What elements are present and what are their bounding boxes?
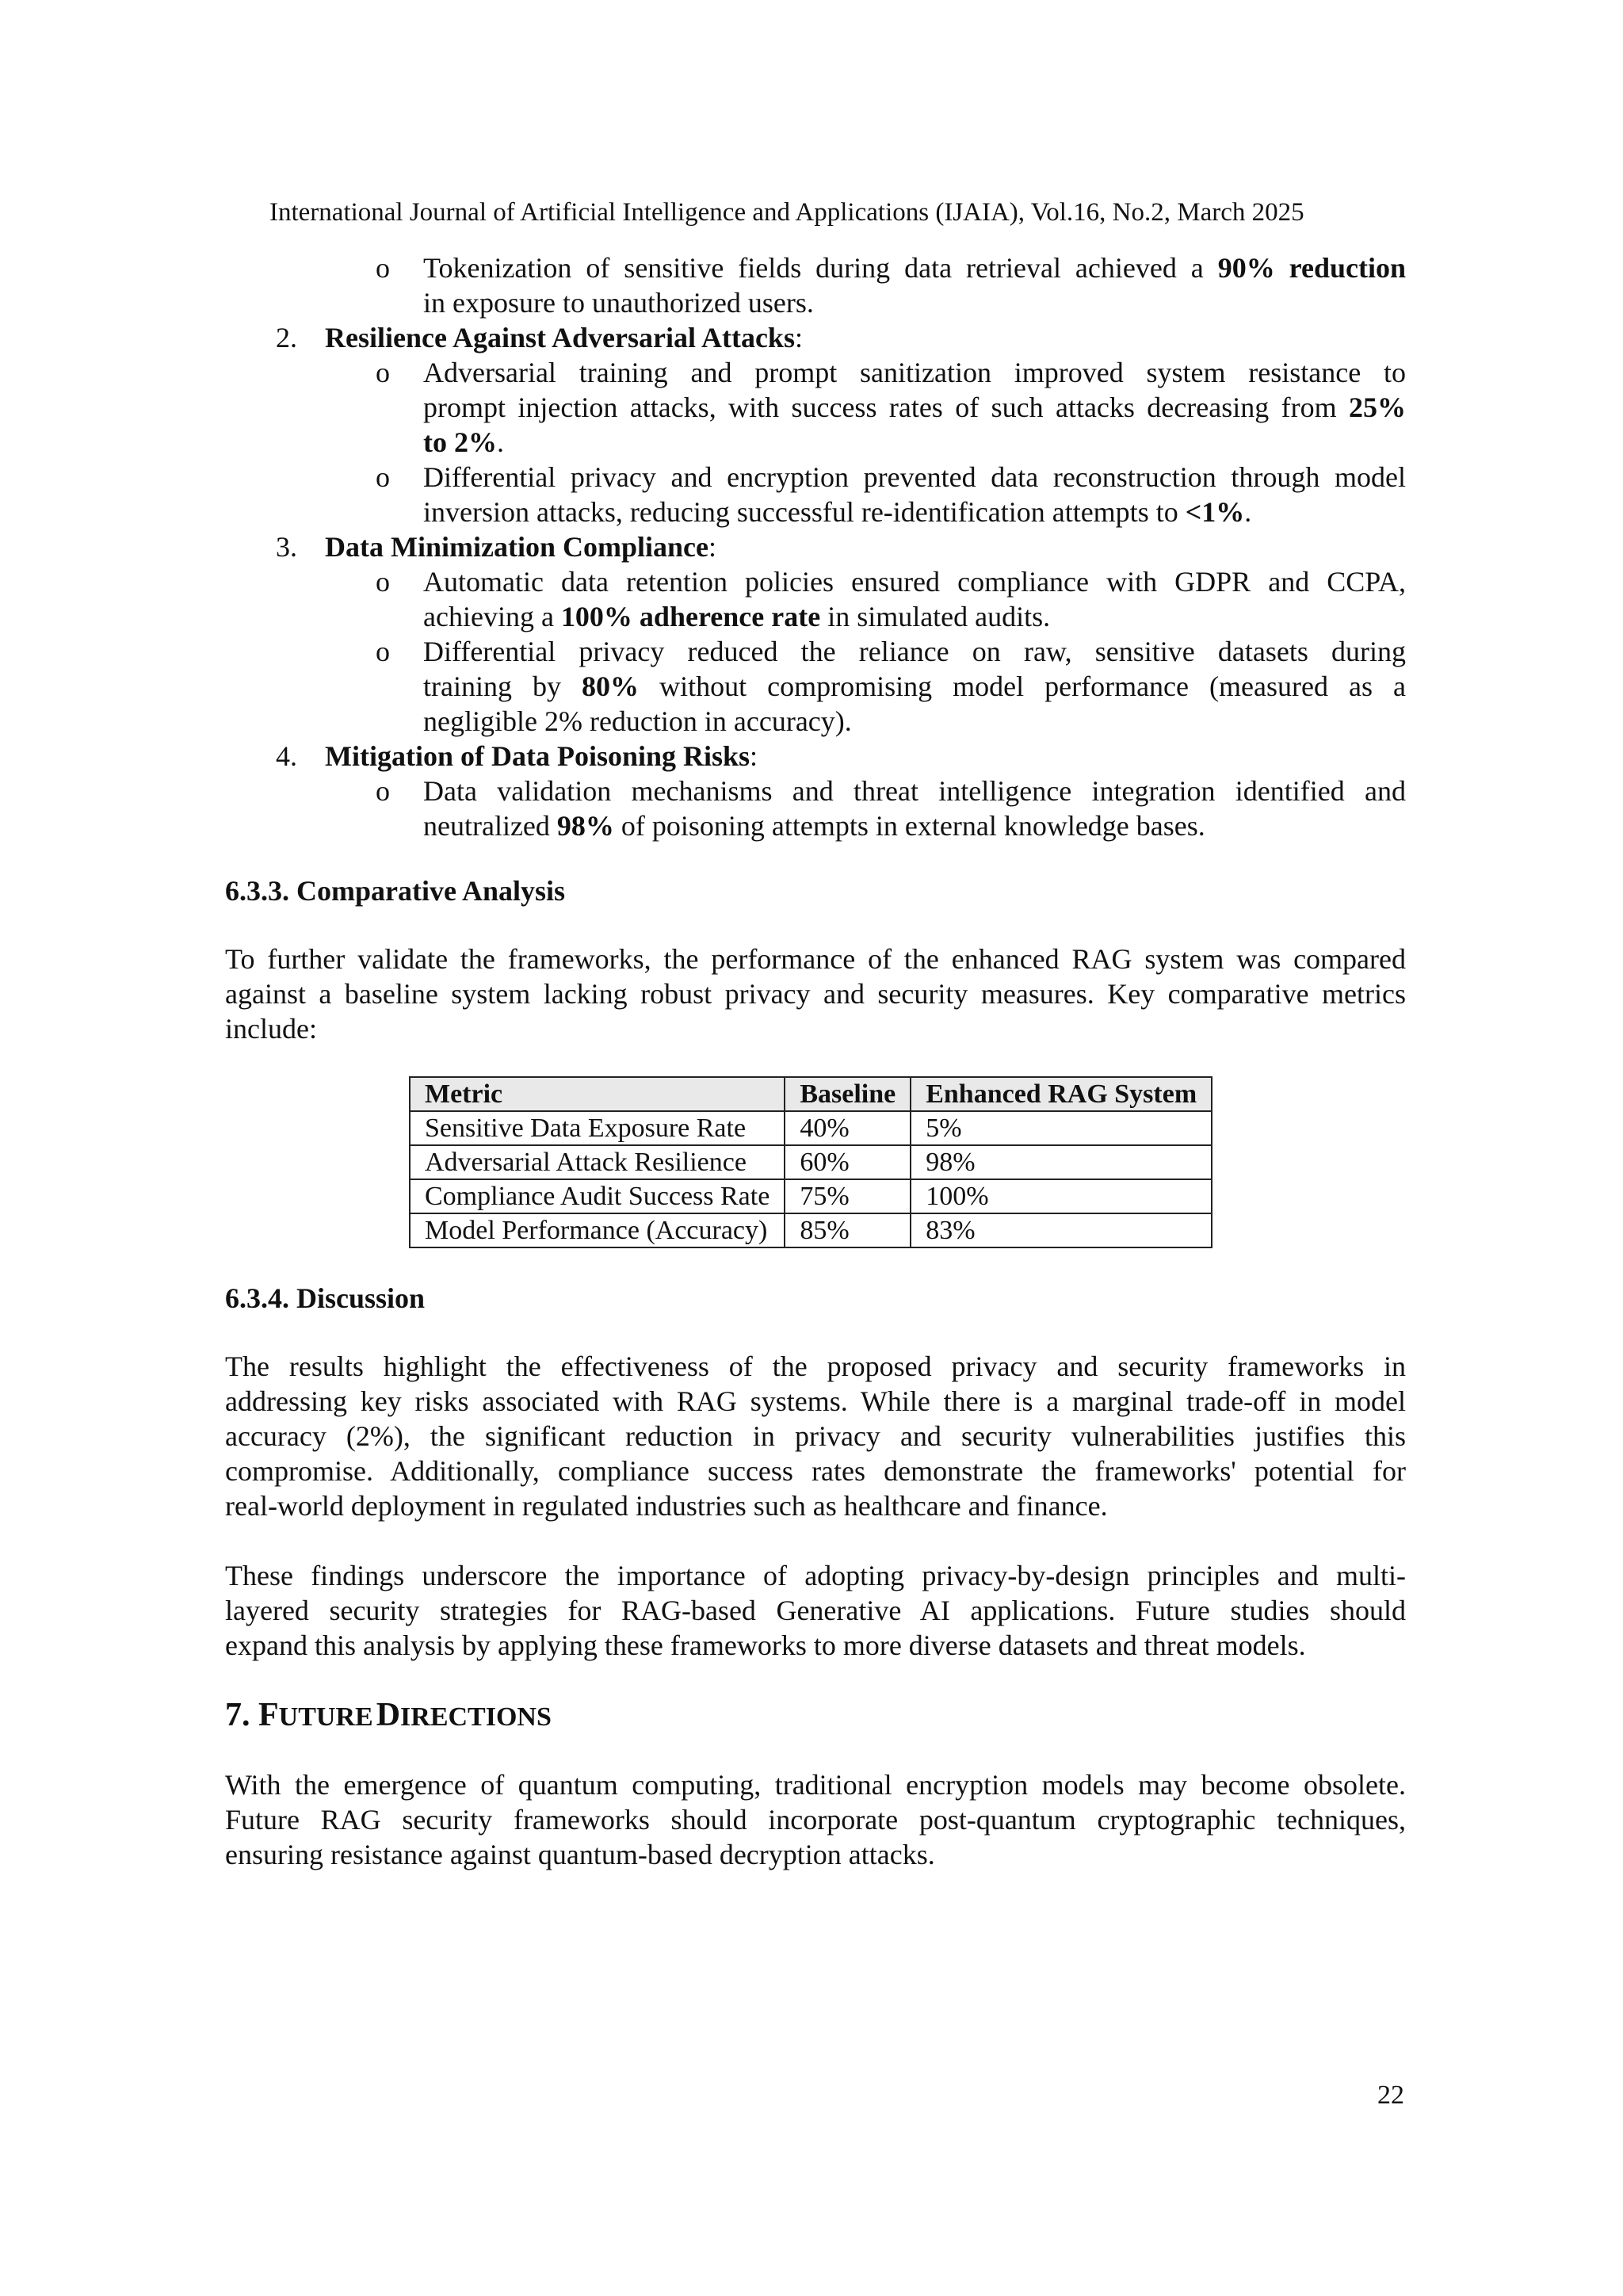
list-number: 2. <box>276 322 297 353</box>
table-row <box>410 1213 1212 1247</box>
list-text-line: Tokenization of sensitive fields during data retrieval achieved a 90% reduction <box>423 252 1406 284</box>
table-cell: Compliance Audit Success Rate <box>410 1179 785 1213</box>
list-text-line: negligible 2% reduction in accuracy). <box>423 705 852 737</box>
list-text-line: prompt injection attacks, with success rates of such attacks decreasing from 25% <box>423 392 1406 423</box>
paragraph-line: compromise. Additionally, compliance success rates demonstrate the frameworks' potential for <box>225 1455 1406 1487</box>
list-item-title: Resilience Against Adversarial Attacks: <box>325 322 803 353</box>
paragraph-line: ensuring resistance against quantum-based decryption attacks. <box>225 1839 935 1870</box>
paragraph-line: real-world deployment in regulated industries such as healthcare and finance. <box>225 1490 1108 1522</box>
page-number: 22 <box>1377 2080 1404 2110</box>
table-cell: 98% <box>911 1145 1212 1179</box>
list-text-line: in exposure to unauthorized users. <box>423 287 814 319</box>
paragraph-line: accuracy (2%), the significant reduction in privacy and security vulnerabilities justifies this <box>225 1420 1406 1452</box>
paragraph-line: The results highlight the effectiveness of the proposed privacy and security frameworks in <box>225 1350 1406 1382</box>
subsection-heading: 6.3.4. Discussion <box>225 1282 426 1314</box>
list-text-line: Automatic data retention policies ensured compliance with GDPR and CCPA, <box>423 566 1406 598</box>
table-row <box>410 1111 1212 1145</box>
table-cell: 5% <box>911 1111 1212 1145</box>
running-header: International Journal of Artificial Intelligence and Applications (IJAIA), Vol.16, No.2, March 2025 <box>269 198 1304 227</box>
list-number: 3. <box>276 531 297 563</box>
list-text-line: Data validation mechanisms and threat intelligence integration identified and <box>423 775 1406 807</box>
column-header: Baseline <box>785 1077 911 1111</box>
list-text-line: Adversarial training and prompt sanitization improved system resistance to <box>423 357 1406 388</box>
list-text-line: achieving a 100% adherence rate in simulated audits. <box>423 601 1051 632</box>
subsection-heading: 6.3.3. Comparative Analysis <box>225 875 566 907</box>
list-text-line: neutralized 98% of poisoning attempts in external knowledge bases. <box>423 810 1205 842</box>
table-cell: 40% <box>785 1111 911 1145</box>
list-text-line: Differential privacy reduced the reliance on raw, sensitive datasets during <box>423 636 1406 667</box>
comparison-table <box>409 1076 1212 1248</box>
list-number: 4. <box>276 740 297 772</box>
list-text-line: to 2%. <box>423 426 504 458</box>
table-row <box>410 1145 1212 1179</box>
list-text-line: training by 80% without compromising model performance (measured as a <box>423 670 1406 702</box>
list-item-title: Data Minimization Compliance: <box>325 531 716 563</box>
table-cell: 83% <box>911 1213 1212 1247</box>
paragraph-line: Future RAG security frameworks should incorporate post-quantum cryptographic techniques, <box>225 1804 1406 1836</box>
table-cell: 100% <box>911 1179 1212 1213</box>
bullet-marker: o <box>376 357 390 388</box>
bullet-marker: o <box>376 252 390 284</box>
paragraph-line: With the emergence of quantum computing, traditional encryption models may become obsolete. <box>225 1769 1406 1801</box>
bullet-marker: o <box>376 461 390 493</box>
paragraph-line: include: <box>225 1013 317 1045</box>
table-cell: 75% <box>785 1179 911 1213</box>
table-cell: Model Performance (Accuracy) <box>410 1213 785 1247</box>
table-cell: 60% <box>785 1145 911 1179</box>
column-header: Metric <box>410 1077 785 1111</box>
paragraph-line: layered security strategies for RAG-based Generative AI applications. Future studies should <box>225 1595 1406 1626</box>
paragraph-line: addressing key risks associated with RAG systems. While there is a marginal trade-off in model <box>225 1385 1406 1417</box>
bullet-marker: o <box>376 566 390 598</box>
bullet-marker: o <box>376 775 390 807</box>
table-cell: Sensitive Data Exposure Rate <box>410 1111 785 1145</box>
bullet-marker: o <box>376 636 390 667</box>
column-header: Enhanced RAG System <box>911 1077 1212 1111</box>
paragraph-line: against a baseline system lacking robust privacy and security measures. Key comparative metrics <box>225 978 1406 1010</box>
paragraph-line: expand this analysis by applying these frameworks to more diverse datasets and threat models. <box>225 1629 1306 1661</box>
list-item-title: Mitigation of Data Poisoning Risks: <box>325 740 758 772</box>
section-heading: 7. FUTURE DIRECTIONS <box>225 1697 552 1733</box>
list-text-line: inversion attacks, reducing successful re-identification attempts to <1%. <box>423 496 1252 528</box>
list-text-line: Differential privacy and encryption prevented data reconstruction through model <box>423 461 1406 493</box>
table-header-row <box>410 1077 1212 1111</box>
paragraph-line: These findings underscore the importance of adopting privacy-by-design principles and multi- <box>225 1560 1406 1591</box>
table-cell: Adversarial Attack Resilience <box>410 1145 785 1179</box>
table-row <box>410 1179 1212 1213</box>
paragraph-line: To further validate the frameworks, the performance of the enhanced RAG system was compared <box>225 943 1406 975</box>
table-cell: 85% <box>785 1213 911 1247</box>
